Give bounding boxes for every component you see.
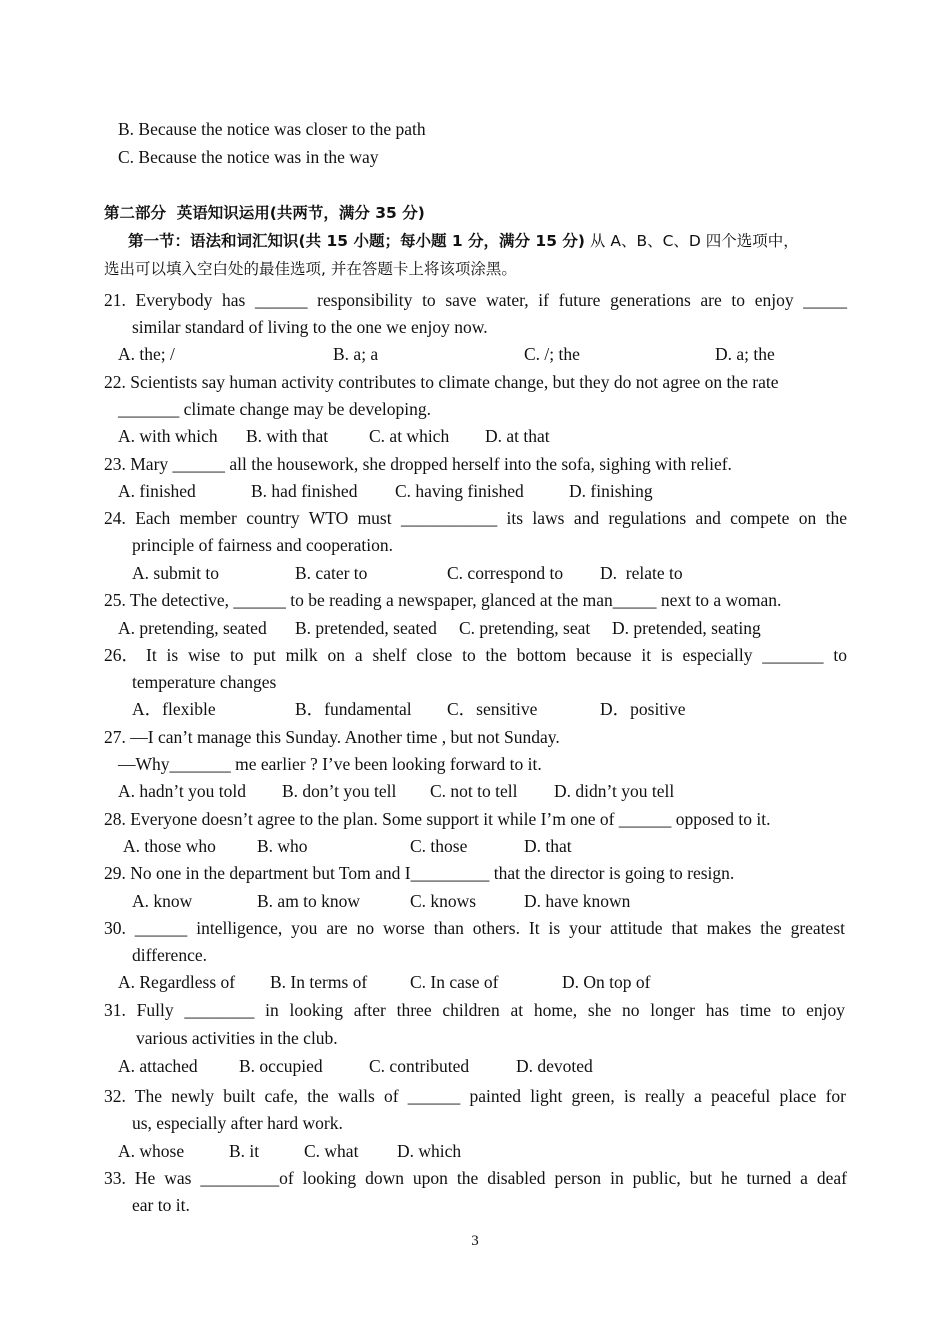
question-26-option-d: D．positive [600, 699, 686, 719]
question-23-stem: 23. Mary ______ all the housework, she dropped herself into the sofa, sighing with relief. [104, 454, 732, 474]
question-25-option-c: C. pretending, seat [459, 618, 591, 638]
question-31-stem: 31. Fully ________ in looking after three children at home, she no longer has time to enjoy [104, 1000, 845, 1020]
question-24-option-d: D. relate to [600, 563, 683, 583]
question-28-option-c: C. those [410, 836, 468, 856]
question-33-stem: 33. He was _________of looking down upon the disabled person in public, but he turned a deaf [104, 1168, 847, 1188]
question-26-number: 26． [104, 645, 139, 665]
question-27-option-d: D. didn’t you tell [554, 781, 675, 801]
question-32-option-c: C. what [304, 1141, 359, 1161]
question-22-option-b: B. with that [246, 426, 329, 446]
question-29-stem: 29. No one in the department but Tom and I_________ that the director is going to resign. [104, 863, 735, 883]
prev-option-b: B. Because the notice was closer to the path [118, 119, 426, 139]
question-21-stem: 21. Everybody has ______ responsibility to save water, if future generations are to enjoy _____ [104, 290, 847, 310]
question-30-option-d: D. On top of [562, 972, 651, 992]
question-22-option-c: C. at which [369, 426, 450, 446]
question-31-option-d: D. devoted [516, 1056, 593, 1076]
question-27-stem: 27. —I can’t manage this Sunday. Another time , but not Sunday. [104, 727, 560, 747]
question-21-stem-cont: similar standard of living to the one we enjoy now. [132, 317, 488, 337]
question-27-option-c: C. not to tell [430, 781, 518, 801]
question-22-stem-cont: _______ climate change may be developing. [118, 399, 431, 419]
question-22-stem: 22. Scientists say human activity contributes to climate change, but they do not agree on the rate [104, 372, 779, 392]
question-28-stem: 28. Everyone doesn’t agree to the plan. Some support it while I’m one of ______ opposed to it. [104, 809, 771, 829]
question-32-option-b: B. it [229, 1141, 260, 1161]
page-number: 3 [471, 1233, 479, 1249]
question-26-stem: It is wise to put milk on a shelf close to the bottom because it is especially _______ to [146, 645, 847, 665]
question-25-option-d: D. pretended, seating [612, 618, 761, 638]
question-24-option-c: C. correspond to [447, 563, 564, 583]
question-30-option-c: C. In case of [410, 972, 499, 992]
question-31-option-a: A. attached [118, 1056, 198, 1076]
question-29-option-d: D. have known [524, 891, 631, 911]
question-32-option-a: A. whose [118, 1141, 185, 1161]
prev-option-c: C. Because the notice was in the way [118, 147, 379, 167]
question-29-option-c: C. knows [410, 891, 477, 911]
question-25-option-b: B. pretended, seated [295, 618, 437, 638]
question-25-option-a: A. pretending, seated [118, 618, 267, 638]
question-30-stem: 30. ______ intelligence, you are no worse than others. It is your attitude that makes the greatest [104, 918, 845, 938]
section1-instructions-line2: 选出可以填入空白处的最佳选项, 并在答题卡上将该项涂黑。 [104, 260, 517, 278]
question-25-stem: 25. The detective, ______ to be reading a newspaper, glanced at the man_____ next to a woman. [104, 590, 782, 610]
question-22-option-d: D. at that [485, 426, 550, 446]
part2-title: 第二部分 英语知识运用(共两节，满分 35 分) [104, 204, 425, 222]
section1-title: 第一节：语法和词汇知识(共 15 小题；每小题 1 分，满分 15 分) [128, 232, 585, 250]
question-27-option-a: A. hadn’t you told [118, 781, 247, 801]
question-32-option-d: D. which [397, 1141, 462, 1161]
question-27-option-b: B. don’t you tell [282, 781, 397, 801]
question-24-option-a: A. submit to [132, 563, 220, 583]
question-23-option-a: A. finished [118, 481, 196, 501]
question-21-option-b: B. a; a [333, 344, 379, 364]
question-28-option-d: D. that [524, 836, 572, 856]
question-26-stem-cont: temperature changes [132, 672, 277, 692]
question-24-stem: 24. Each member country WTO must ___________ its laws and regulations and compete on the [104, 508, 847, 528]
question-26-option-b: B．fundamental [295, 699, 412, 719]
question-21-option-c: C. /; the [524, 344, 580, 364]
question-32-stem: 32. The newly built cafe, the walls of ______ painted light green, is really a peaceful place for [104, 1086, 846, 1106]
question-30-option-a: A. Regardless of [118, 972, 236, 992]
question-21-option-a: A. the; / [118, 344, 175, 364]
question-29-option-a: A. know [132, 891, 193, 911]
question-21-option-d: D. a; the [715, 344, 775, 364]
question-22-option-a: A. with which [118, 426, 218, 446]
question-23-option-c: C. having finished [395, 481, 524, 501]
question-30-option-b: B. In terms of [270, 972, 368, 992]
section1-instructions [128, 234, 799, 250]
question-28-option-b: B. who [257, 836, 308, 856]
section1-instructions-rest: 从 A、B、C、D 四个选项中， [584, 232, 799, 250]
question-31-option-c: C. contributed [369, 1056, 470, 1076]
question-31-option-b: B. occupied [239, 1056, 323, 1076]
question-30-stem-cont: difference. [132, 945, 207, 965]
question-33-stem-cont: ear to it. [132, 1195, 190, 1215]
question-24-option-b: B. cater to [295, 563, 368, 583]
question-26-option-a: A．flexible [132, 699, 216, 719]
question-24-stem-cont: principle of fairness and cooperation. [132, 535, 393, 555]
question-28-option-a: A. those who [123, 836, 216, 856]
question-27-stem-cont: —Why_______ me earlier ? I’ve been looking forward to it. [118, 754, 542, 774]
question-23-option-d: D. finishing [569, 481, 653, 501]
question-26-option-c: C．sensitive [447, 699, 538, 719]
question-29-option-b: B. am to know [257, 891, 361, 911]
question-23-option-b: B. had finished [251, 481, 358, 501]
question-31-stem-cont: various activities in the club. [136, 1028, 338, 1048]
question-32-stem-cont: us, especially after hard work. [132, 1113, 343, 1133]
